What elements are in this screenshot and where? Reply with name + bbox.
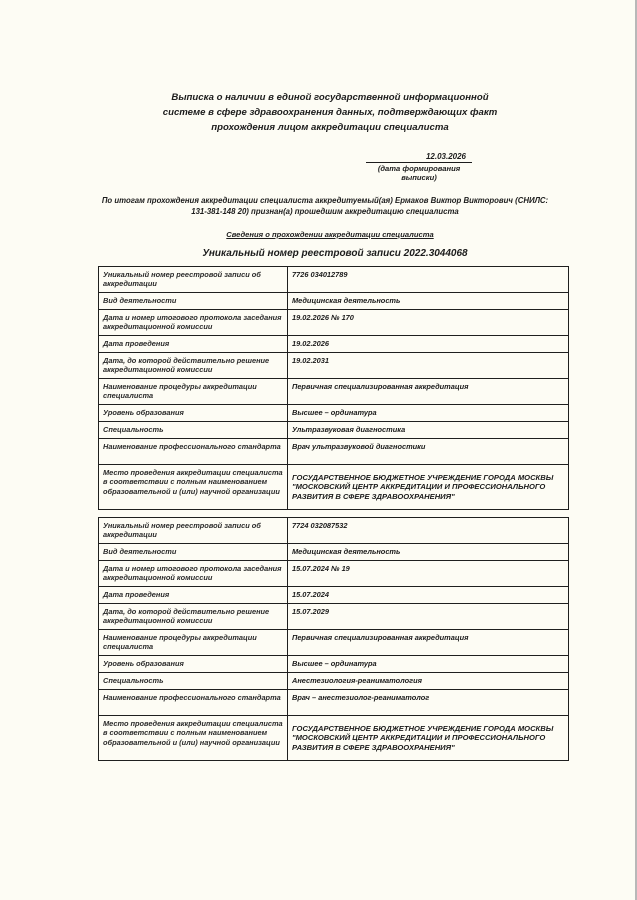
row-label: Место проведения аккредитации специалиста в соответствии с полным наименованием образовательной и (или) научной организации <box>99 716 288 761</box>
table-row <box>99 518 569 544</box>
table-row <box>99 716 569 761</box>
issue-date: 12.03.2026 <box>366 152 472 163</box>
row-value: Врач – анестезиолог-реаниматолог <box>288 690 569 716</box>
table-row <box>99 587 569 604</box>
accreditation-record-table <box>98 266 569 510</box>
row-value: Первичная специализированная аккредитация <box>288 379 569 405</box>
table-row <box>99 630 569 656</box>
row-value: 7726 034012789 <box>288 267 569 293</box>
row-label: Место проведения аккредитации специалиста в соответствии с полным наименованием образовательной и (или) научной организации <box>99 465 288 510</box>
row-value: 15.07.2024 № 19 <box>288 561 569 587</box>
row-label: Специальность <box>99 422 288 439</box>
row-value: Высшее – ординатура <box>288 656 569 673</box>
row-label: Уникальный номер реестровой записи об аккредитации <box>99 267 288 293</box>
row-label: Уровень образования <box>99 405 288 422</box>
issue-date-caption: (дата формирования выписки) <box>377 164 461 182</box>
row-value: Первичная специализированная аккредитация <box>288 630 569 656</box>
row-label: Дата, до которой действительно решение аккредитационной комиссии <box>99 604 288 630</box>
row-value: 7724 032087532 <box>288 518 569 544</box>
row-value: ГОСУДАРСТВЕННОЕ БЮДЖЕТНОЕ УЧРЕЖДЕНИЕ ГОРОДА МОСКВЫ "МОСКОВСКИЙ ЦЕНТР АККРЕДИТАЦИИ И ПРОФЕССИОНАЛЬНОГО РАЗВИТИЯ В СФЕРЕ ЗДРАВООХРАНЕНИЯ" <box>288 465 569 510</box>
table-row <box>99 379 569 405</box>
row-value: 19.02.2026 <box>288 336 569 353</box>
row-label: Наименование процедуры аккредитации специалиста <box>99 630 288 656</box>
accreditation-record-table <box>98 517 569 761</box>
section-heading: Сведения о прохождении аккредитации специалиста <box>226 230 434 239</box>
row-label: Наименование процедуры аккредитации специалиста <box>99 379 288 405</box>
row-label: Специальность <box>99 673 288 690</box>
row-value: ГОСУДАРСТВЕННОЕ БЮДЖЕТНОЕ УЧРЕЖДЕНИЕ ГОРОДА МОСКВЫ "МОСКОВСКИЙ ЦЕНТР АККРЕДИТАЦИИ И ПРОФЕССИОНАЛЬНОГО РАЗВИТИЯ В СФЕРЕ ЗДРАВООХРАНЕНИЯ" <box>288 716 569 761</box>
row-value: 15.07.2029 <box>288 604 569 630</box>
table-row <box>99 604 569 630</box>
row-label: Наименование профессионального стандарта <box>99 690 288 716</box>
title-line: системе в сфере здравоохранения данных, подтверждающих факт <box>162 107 498 118</box>
table-row <box>99 267 569 293</box>
row-value: Высшее – ординатура <box>288 405 569 422</box>
row-value: Медицинская деятельность <box>288 544 569 561</box>
table-row <box>99 690 569 716</box>
row-value: 19.02.2026 № 170 <box>288 310 569 336</box>
row-label: Дата и номер итогового протокола заседания аккредитационной комиссии <box>99 561 288 587</box>
registry-heading: Уникальный номер реестровой записи 2022.3044068 <box>202 248 468 259</box>
issue-date-block <box>366 152 472 182</box>
row-label: Дата и номер итогового протокола заседания аккредитационной комиссии <box>99 310 288 336</box>
table-row <box>99 439 569 465</box>
title-line: прохождения лицом аккредитации специалиста <box>211 122 449 133</box>
table-row <box>99 336 569 353</box>
table-row <box>99 293 569 310</box>
row-value: 15.07.2024 <box>288 587 569 604</box>
document-title <box>130 90 530 135</box>
table-row <box>99 544 569 561</box>
row-label: Уникальный номер реестровой записи об аккредитации <box>99 518 288 544</box>
row-label: Дата проведения <box>99 336 288 353</box>
row-label: Уровень образования <box>99 656 288 673</box>
row-value: Врач ультразвуковой диагностики <box>288 439 569 465</box>
row-value: Анестезиология-реаниматология <box>288 673 569 690</box>
row-label: Вид деятельности <box>99 293 288 310</box>
row-value: 19.02.2031 <box>288 353 569 379</box>
row-value: Медицинская деятельность <box>288 293 569 310</box>
table-row <box>99 656 569 673</box>
intro-text: По итогам прохождения аккредитации специалиста аккредитуемый(ая) Ермаков Виктор Викторович (СНИЛС: 131-381-148 20) признан(а) прошедшим аккредитацию специалиста <box>101 196 549 216</box>
title-line: Выписка о наличии в единой государственной информационной <box>171 92 489 103</box>
row-label: Дата проведения <box>99 587 288 604</box>
row-value: Ультразвуковая диагностика <box>288 422 569 439</box>
table-row <box>99 310 569 336</box>
table-row <box>99 561 569 587</box>
table-row <box>99 465 569 510</box>
row-label: Дата, до которой действительно решение аккредитационной комиссии <box>99 353 288 379</box>
table-row <box>99 353 569 379</box>
table-row <box>99 673 569 690</box>
row-label: Наименование профессионального стандарта <box>99 439 288 465</box>
table-row <box>99 422 569 439</box>
table-row <box>99 405 569 422</box>
row-label: Вид деятельности <box>99 544 288 561</box>
